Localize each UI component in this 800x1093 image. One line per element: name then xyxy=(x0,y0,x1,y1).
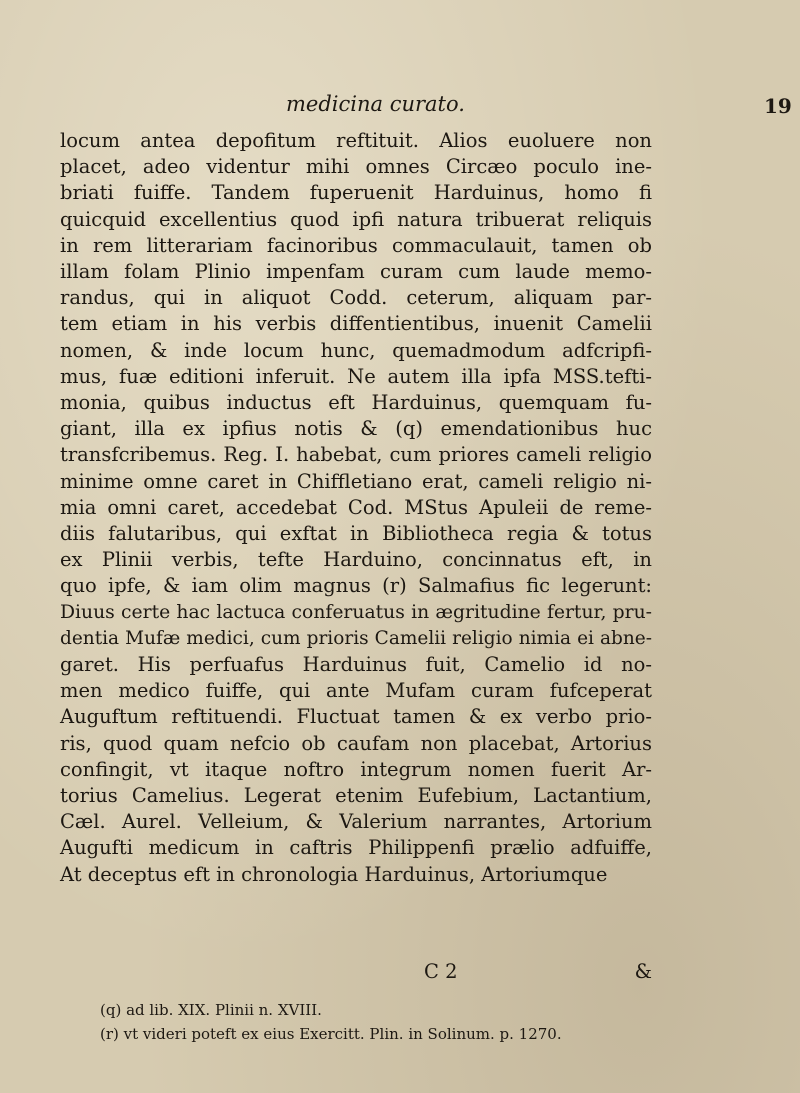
text-line: dentia Mufæ medici, cum prioris Camelii religio nimia ei abne- xyxy=(60,627,652,649)
text-line: Augufti medicum in caftris Philippenfi prælio adfuiffe, xyxy=(60,836,652,860)
text-line: in rem litterariam facinoribus commaculauit, tamen ob xyxy=(60,233,652,257)
text-line: Auguftum reftituendi. Fluctuat tamen & ex verbo prio- xyxy=(60,705,652,729)
text-line: Cæl. Aurel. Velleium, & Valerium narrantes, Artorium xyxy=(60,810,652,834)
footnotes xyxy=(100,998,660,1046)
text-line: Diuus certe hac lactuca conferuatus in ægritudine fertur, pru- xyxy=(60,601,652,623)
page-header xyxy=(0,92,800,122)
text-line: ex Plinii verbis, tefte Harduino, concinnatus eft, in xyxy=(60,548,652,572)
text-line: briati fuiffe. Tandem fuperuenit Harduinus, homo fi xyxy=(60,181,652,205)
text-line: quicquid excellentius quod ipfi natura tribuerat reliquis xyxy=(60,207,652,231)
footnote-q: (q) ad lib. XIX. Plinii n. XVIII. xyxy=(100,1001,322,1019)
text-line: nomen, & inde locum hunc, quemadmodum adfcripfi- xyxy=(60,338,652,362)
text-line: locum antea depofitum reftituit. Alios euoluere non xyxy=(60,129,652,152)
text-line: monia, quibus inductus eft Harduinus, quemquam fu- xyxy=(60,391,652,415)
text-line: mia omni caret, accedebat Cod. MStus Apuleii de reme- xyxy=(60,495,652,519)
text-line: tem etiam in his verbis diffentientibus, inuenit Camelii xyxy=(60,312,652,336)
text-line: placet, adeo videntur mihi omnes Circæo poculo ine- xyxy=(60,155,652,179)
text-line: minime omne caret in Chiffletiano erat, cameli religio ni- xyxy=(60,469,652,493)
body-text xyxy=(60,128,652,888)
text-line: men medico fuiffe, qui ante Mufam curam fufceperat xyxy=(60,679,652,703)
footnote-r: (r) vt videri poteft ex eius Exercitt. Plin. in Solinum. p. 1270. xyxy=(100,1025,562,1043)
text-line: torius Camelius. Legerat etenim Eufebium, Lactantium, xyxy=(60,784,652,808)
text-line: confingit, vt itaque noftro integrum nomen fuerit Ar- xyxy=(60,757,652,781)
text-line: giant, illa ex ipfius notis & (q) emendationibus huc xyxy=(60,417,652,441)
text-line: At deceptus eft in chronologia Harduinus, Artoriumque xyxy=(60,862,608,886)
text-line: transfcribemus. Reg. I. habebat, cum priores cameli religio xyxy=(60,443,652,467)
catchword: & xyxy=(634,960,652,983)
text-line: mus, fuæ editioni inferuit. Ne autem illa ipfa MSS.tefti- xyxy=(60,364,652,388)
signature-mark: C 2 xyxy=(424,960,458,983)
text-line: ris, quod quam nefcio ob caufam non placebat, Artorius xyxy=(60,731,652,755)
text-line: randus, qui in aliquot Codd. ceterum, aliquam par- xyxy=(60,286,652,310)
text-line: diis falutaribus, qui exftat in Bibliotheca regia & totus xyxy=(60,522,652,546)
text-line: illam folam Plinio impenfam curam cum laude memo- xyxy=(60,260,652,284)
page-number: 19 xyxy=(764,94,792,118)
text-line: garet. His perfuafus Harduinus fuit, Camelio id no- xyxy=(60,653,652,677)
page-footer-line xyxy=(60,960,652,986)
running-title: medicina curato. xyxy=(286,92,465,116)
text-line: quo ipfe, & iam olim magnus (r) Salmafius fic legerunt: xyxy=(60,574,652,598)
